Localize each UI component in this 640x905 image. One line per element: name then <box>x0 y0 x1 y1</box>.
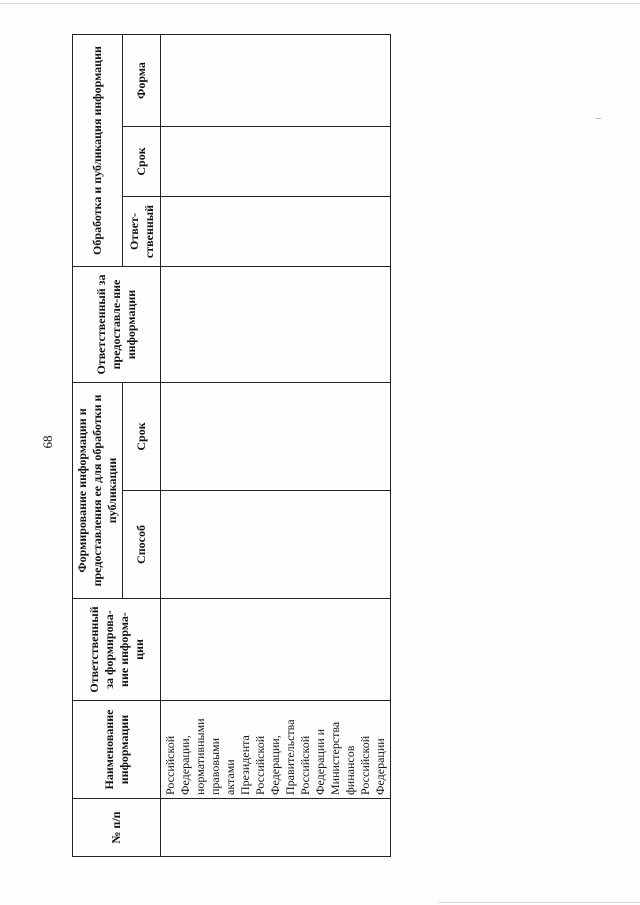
header-processing-form: Форма <box>123 35 161 127</box>
header-responsible-providing: Ответственный за предоставле-ние информации <box>73 267 161 383</box>
name-line: Российской <box>298 735 312 795</box>
header-responsible-forming: Ответственный за формирова-ние информа-ции <box>73 599 161 701</box>
name-line: Федерации, <box>178 735 192 795</box>
cell-processing-responsible <box>161 197 391 267</box>
cell-processing-deadline <box>161 127 391 197</box>
cell-num <box>161 799 391 857</box>
header-processing-responsible: Ответ-ственный <box>123 197 161 267</box>
header-num: № п/п <box>73 799 161 857</box>
cell-responsible-forming <box>161 599 391 701</box>
information-table <box>72 34 391 857</box>
name-lines <box>163 704 388 795</box>
name-line: нормативными <box>193 718 207 795</box>
name-line: Президента <box>238 735 252 795</box>
header-processing-group: Обработка и публикация информации <box>73 35 123 267</box>
name-line: Российской <box>358 735 372 795</box>
name-line: Российской <box>163 735 177 795</box>
name-line: Федерации и <box>313 728 327 795</box>
header-forming-group: Формирование информации и предоставления ее для обработки и публикации <box>73 383 123 599</box>
name-line: Министерства <box>328 721 342 795</box>
name-line: Правительства <box>283 719 297 795</box>
name-line: Российской <box>253 735 267 795</box>
name-line: правовыми <box>208 737 222 795</box>
page-number: 68 <box>40 435 55 449</box>
name-line: актами <box>223 759 237 795</box>
cell-responsible-providing <box>161 267 391 383</box>
name-line: финансов <box>343 745 357 795</box>
name-line: Федерации, <box>268 735 282 795</box>
cell-name <box>161 701 391 799</box>
cell-method <box>161 491 391 599</box>
header-name: Наименование информации <box>73 701 161 799</box>
header-processing-deadline: Срок <box>123 127 161 197</box>
cell-processing-form <box>161 35 391 127</box>
header-deadline: Срок <box>123 383 161 491</box>
header-method: Способ <box>123 491 161 599</box>
name-line: Федерации <box>373 738 387 795</box>
cell-deadline <box>161 383 391 491</box>
